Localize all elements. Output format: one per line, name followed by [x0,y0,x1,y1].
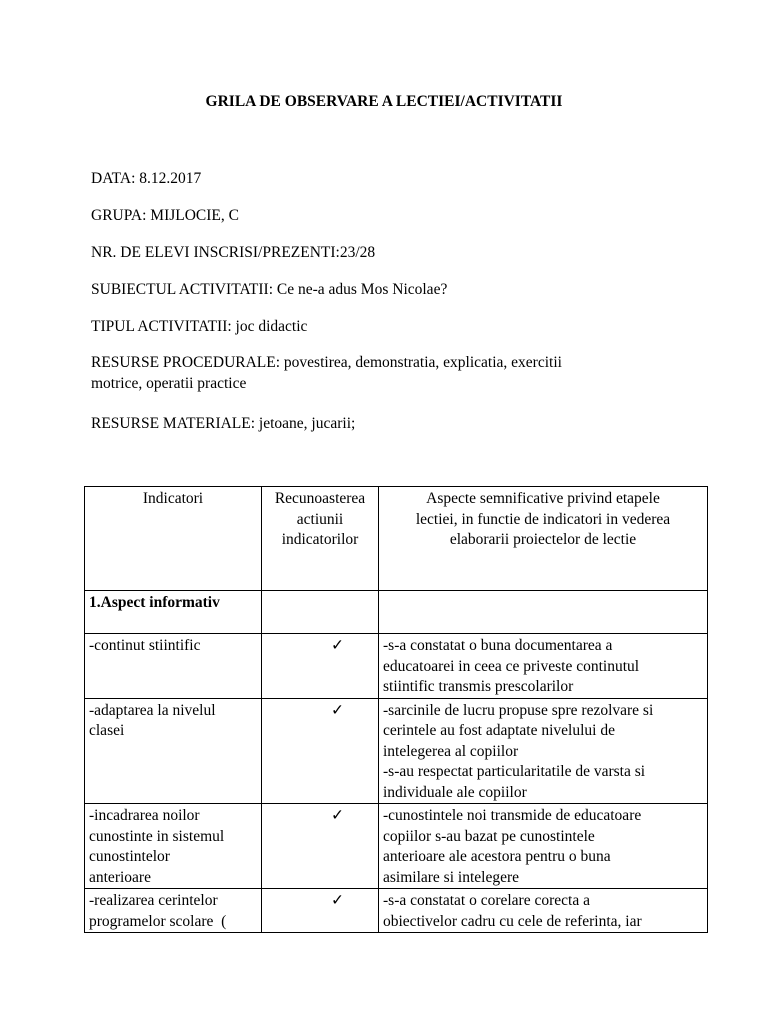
check-icon: ✓ [262,804,379,889]
indicator-cell: -continut stiintific [85,634,262,699]
field-tip: TIPUL ACTIVITATII: joc didactic [91,318,308,335]
check-icon: ✓ [262,889,379,933]
header-indicatori: Indicatori [85,487,262,591]
field-nr-elevi: NR. DE ELEVI INSCRISI/PREZENTI:23/28 [91,244,376,261]
aspect-cell: -cunostintele noi transmide de educatoare copiilor s-au bazat pe cunostintele anterioare ale acestora pentru o buna asimilare si intelegere [379,804,708,889]
field-subiect: SUBIECTUL ACTIVITATII: Ce ne-a adus Mos Nicolae? [91,281,448,298]
indicator-cell: -adaptarea la nivelul clasei [85,698,262,804]
field-resurse-materiale: RESURSE MATERIALE: jetoane, jucarii; [91,415,356,432]
section-title: 1.Aspect informativ [85,591,262,634]
table-row [85,634,708,699]
indicator-cell: -incadrarea noilor cunostinte in sistemul cunostintelor anterioare [85,804,262,889]
aspect-cell: -s-a constatat o corelare corecta a obiectivelor cadru cu cele de referinta, iar [379,889,708,933]
table-row [85,698,708,804]
field-grupa: GRUPA: MIJLOCIE, C [91,207,239,224]
check-icon: ✓ [262,698,379,804]
page-title: GRILA DE OBSERVARE A LECTIEI/ACTIVITATII [205,93,563,110]
aspect-cell: -sarcinile de lucru propuse spre rezolvare si cerintele au fost adaptate nivelului de intelegerea al copiilor -s-au respectat particularitatile de varsta si individuale ale copiilor [379,698,708,804]
observation-table [84,486,708,933]
header-aspecte: Aspecte semnificative privind etapele lectiei, in functie de indicatori in vederea elaborarii proiectelor de lectie [379,487,708,591]
indicator-cell: -realizarea cerintelor programelor scolare ( [85,889,262,933]
header-recunoasterea: Recunoasterea actiunii indicatorilor [262,487,379,591]
table-row [85,889,708,933]
table-header-row [85,487,708,591]
aspect-cell: -s-a constatat o buna documentarea a educatoarei in ceea ce priveste continutul stiintific transmis prescolarilor [379,634,708,699]
resurse-procedurale-line-1: RESURSE PROCEDURALE: povestirea, demonstratia, explicatia, exercitii [91,354,562,371]
section-row [85,591,708,634]
table-row [85,804,708,889]
check-icon: ✓ [262,634,379,699]
field-data: DATA: 8.12.2017 [91,170,202,187]
field-resurse-procedurale [91,352,691,394]
resurse-procedurale-line-2: motrice, operatii practice [91,375,247,392]
